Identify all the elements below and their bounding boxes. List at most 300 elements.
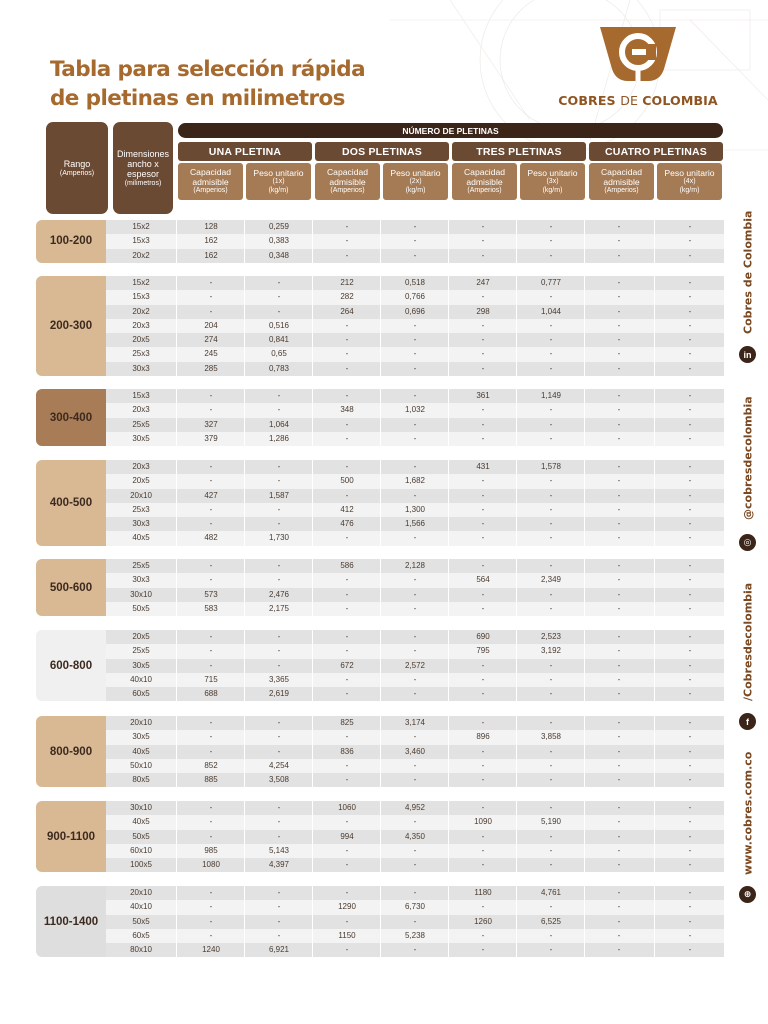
value-cell: - bbox=[176, 573, 245, 587]
value-cell: 162 bbox=[176, 234, 245, 248]
value-cell: 0,777 bbox=[516, 276, 585, 290]
value-cell: - bbox=[654, 474, 725, 488]
value-cell: - bbox=[312, 333, 381, 347]
value-cell: - bbox=[176, 276, 245, 290]
value-cell: - bbox=[380, 687, 449, 701]
dimension-cell: 100x5 bbox=[130, 860, 152, 869]
table-row bbox=[106, 319, 724, 333]
value-cell: 247 bbox=[448, 276, 517, 290]
value-cell: - bbox=[516, 474, 585, 488]
value-cell: - bbox=[312, 730, 381, 744]
table-row bbox=[106, 474, 724, 488]
value-cell: - bbox=[176, 915, 245, 929]
table-row bbox=[106, 929, 724, 943]
value-cell: - bbox=[584, 220, 653, 234]
table-row bbox=[106, 333, 724, 347]
value-cell: 6,921 bbox=[244, 943, 313, 957]
value-cell: - bbox=[584, 249, 653, 263]
value-cell: 6,525 bbox=[516, 915, 585, 929]
value-cell: 852 bbox=[176, 759, 245, 773]
value-cell: 985 bbox=[176, 844, 245, 858]
value-cell: - bbox=[312, 673, 381, 687]
value-cell: - bbox=[244, 915, 313, 929]
value-cell: 0,518 bbox=[380, 276, 449, 290]
value-cell: - bbox=[312, 489, 381, 503]
dimension-cell: 30x5 bbox=[132, 732, 150, 742]
value-cell: - bbox=[312, 773, 381, 787]
value-cell: - bbox=[312, 687, 381, 701]
value-cell: - bbox=[176, 559, 245, 573]
dimension-cell: 20x3 bbox=[132, 405, 150, 415]
value-cell: - bbox=[516, 249, 585, 263]
value-cell: - bbox=[516, 489, 585, 503]
value-cell: - bbox=[176, 503, 245, 517]
value-cell: - bbox=[516, 319, 585, 333]
value-cell: 5,190 bbox=[516, 815, 585, 829]
value-cell: - bbox=[654, 687, 725, 701]
table-row bbox=[106, 234, 724, 248]
value-cell: - bbox=[448, 220, 517, 234]
dimension-cell: 20x5 bbox=[132, 335, 150, 344]
logo-icon bbox=[598, 25, 678, 87]
value-cell: - bbox=[380, 886, 449, 900]
dimension-cell: 30x10 bbox=[130, 803, 152, 812]
value-cell: - bbox=[380, 418, 449, 432]
range-label: 200-300 bbox=[36, 276, 106, 376]
dimension-cell: 30x3 bbox=[132, 363, 150, 373]
value-cell: - bbox=[312, 915, 381, 929]
value-cell: - bbox=[244, 389, 313, 403]
value-cell: - bbox=[312, 844, 381, 858]
table-row bbox=[106, 673, 724, 687]
rango-header: Rango (Amperios) bbox=[46, 122, 108, 214]
value-cell: - bbox=[516, 234, 585, 248]
value-cell: - bbox=[654, 644, 725, 658]
value-cell: - bbox=[312, 943, 381, 957]
value-cell: - bbox=[584, 644, 653, 658]
value-cell: 212 bbox=[312, 276, 381, 290]
table-row bbox=[106, 602, 724, 616]
range-label: 1100-1400 bbox=[36, 886, 106, 957]
value-cell: - bbox=[584, 573, 653, 587]
value-cell: - bbox=[448, 588, 517, 602]
value-cell: - bbox=[654, 588, 725, 602]
instagram-handle[interactable]: @cobresdecolombia bbox=[741, 396, 755, 520]
value-cell: - bbox=[584, 559, 653, 573]
value-cell: - bbox=[516, 801, 585, 815]
range-section bbox=[36, 801, 724, 872]
table-row bbox=[106, 886, 724, 900]
value-cell: - bbox=[584, 389, 653, 403]
table-row bbox=[106, 858, 724, 872]
value-cell: - bbox=[176, 290, 245, 304]
value-cell: - bbox=[654, 362, 725, 376]
facebook-handle[interactable]: /Cobresdecolombia bbox=[741, 582, 755, 702]
value-cell: - bbox=[380, 460, 449, 474]
dimension-cell: 25x5 bbox=[132, 561, 150, 570]
value-cell: - bbox=[312, 319, 381, 333]
value-cell: - bbox=[584, 333, 653, 347]
value-cell: - bbox=[654, 730, 725, 744]
value-cell: - bbox=[584, 716, 653, 730]
value-cell: - bbox=[380, 489, 449, 503]
value-cell: - bbox=[312, 460, 381, 474]
value-cell: - bbox=[448, 900, 517, 914]
value-cell: - bbox=[584, 489, 653, 503]
value-cell: - bbox=[516, 418, 585, 432]
value-cell: - bbox=[654, 432, 725, 446]
value-cell: 1150 bbox=[312, 929, 381, 943]
value-cell: 0,516 bbox=[244, 319, 313, 333]
value-cell: - bbox=[584, 673, 653, 687]
title-line-2: de pletinas en milimetros bbox=[50, 86, 345, 111]
table-row bbox=[106, 460, 724, 474]
dimension-cell: 25x3 bbox=[132, 504, 150, 514]
table-row bbox=[106, 630, 724, 644]
value-cell: - bbox=[244, 886, 313, 900]
value-cell: - bbox=[654, 900, 725, 914]
value-cell: - bbox=[654, 559, 725, 573]
value-cell: - bbox=[244, 801, 313, 815]
value-cell: - bbox=[380, 389, 449, 403]
brand-logo bbox=[558, 25, 718, 115]
value-cell: 4,254 bbox=[244, 759, 313, 773]
value-cell: 1,044 bbox=[516, 305, 585, 319]
value-cell: - bbox=[244, 644, 313, 658]
value-cell: - bbox=[448, 929, 517, 943]
value-cell: 0,766 bbox=[380, 290, 449, 304]
value-cell: 994 bbox=[312, 830, 381, 844]
value-cell: - bbox=[654, 333, 725, 347]
range-section bbox=[36, 460, 724, 546]
value-cell: - bbox=[380, 333, 449, 347]
value-cell: - bbox=[654, 489, 725, 503]
table-row bbox=[106, 389, 724, 403]
range-label: 500-600 bbox=[36, 559, 106, 616]
value-cell: - bbox=[244, 630, 313, 644]
value-cell: 0,696 bbox=[380, 305, 449, 319]
value-cell: - bbox=[176, 929, 245, 943]
group-header: CUATRO PLETINAS bbox=[589, 142, 723, 161]
brand-name: COBRES DE COLOMBIA bbox=[558, 93, 718, 108]
value-cell: - bbox=[380, 630, 449, 644]
value-cell: 672 bbox=[312, 659, 381, 673]
value-cell: - bbox=[584, 503, 653, 517]
value-cell: - bbox=[516, 403, 585, 417]
range-label: 100-200 bbox=[36, 220, 106, 263]
table-row bbox=[106, 844, 724, 858]
dimension-cell: 40x10 bbox=[130, 674, 152, 684]
value-cell: - bbox=[244, 730, 313, 744]
value-cell: - bbox=[516, 362, 585, 376]
value-cell: - bbox=[516, 687, 585, 701]
value-cell: - bbox=[654, 858, 725, 872]
value-cell: - bbox=[312, 858, 381, 872]
value-cell: - bbox=[654, 531, 725, 545]
value-cell: 1,578 bbox=[516, 460, 585, 474]
value-cell: - bbox=[244, 830, 313, 844]
value-cell: - bbox=[654, 886, 725, 900]
value-cell: - bbox=[448, 403, 517, 417]
value-cell: 285 bbox=[176, 362, 245, 376]
table-row bbox=[106, 759, 724, 773]
value-cell: - bbox=[380, 943, 449, 957]
value-cell: - bbox=[380, 844, 449, 858]
value-cell: - bbox=[654, 830, 725, 844]
table-row bbox=[106, 659, 724, 673]
value-cell: - bbox=[176, 745, 245, 759]
value-cell: - bbox=[448, 474, 517, 488]
value-cell: 2,175 bbox=[244, 602, 313, 616]
value-cell: 885 bbox=[176, 773, 245, 787]
value-cell: - bbox=[312, 602, 381, 616]
dimension-cell: 60x10 bbox=[130, 845, 152, 855]
value-cell: - bbox=[516, 830, 585, 844]
value-cell: - bbox=[176, 886, 245, 900]
value-cell: - bbox=[380, 362, 449, 376]
group-header: UNA PLETINA bbox=[178, 142, 312, 161]
table-row bbox=[106, 276, 724, 290]
dimension-cell: 30x3 bbox=[132, 575, 150, 585]
range-section bbox=[36, 886, 724, 957]
value-cell: - bbox=[448, 673, 517, 687]
value-cell: - bbox=[380, 347, 449, 361]
dimension-cell: 80x10 bbox=[130, 945, 152, 954]
value-cell: - bbox=[654, 801, 725, 815]
value-cell: - bbox=[654, 220, 725, 234]
value-cell: - bbox=[312, 347, 381, 361]
value-cell: - bbox=[516, 559, 585, 573]
value-cell: - bbox=[380, 730, 449, 744]
value-cell: - bbox=[584, 844, 653, 858]
value-cell: - bbox=[380, 588, 449, 602]
range-section bbox=[36, 716, 724, 787]
value-cell: - bbox=[312, 249, 381, 263]
value-cell: - bbox=[312, 573, 381, 587]
value-cell: - bbox=[176, 830, 245, 844]
value-cell: 0,259 bbox=[244, 220, 313, 234]
value-cell: - bbox=[516, 503, 585, 517]
website-link[interactable]: www.cobres.com.co bbox=[741, 751, 755, 875]
value-cell: - bbox=[448, 319, 517, 333]
value-cell: - bbox=[584, 418, 653, 432]
value-cell: - bbox=[380, 815, 449, 829]
dimension-cell: 60x5 bbox=[132, 689, 150, 698]
value-cell: - bbox=[244, 276, 313, 290]
value-cell: 688 bbox=[176, 687, 245, 701]
value-cell: - bbox=[516, 673, 585, 687]
value-cell: - bbox=[176, 517, 245, 531]
dimension-cell: 30x10 bbox=[130, 589, 152, 599]
value-cell: - bbox=[584, 276, 653, 290]
value-cell: - bbox=[584, 900, 653, 914]
value-cell: - bbox=[654, 319, 725, 333]
table-row bbox=[106, 403, 724, 417]
linkedin-handle[interactable]: Cobres de Colombia bbox=[741, 210, 755, 334]
value-cell: 0,783 bbox=[244, 362, 313, 376]
dimension-cell: 20x3 bbox=[132, 462, 150, 471]
table-row bbox=[106, 503, 724, 517]
value-cell: 274 bbox=[176, 333, 245, 347]
value-cell: - bbox=[516, 220, 585, 234]
value-cell: - bbox=[244, 503, 313, 517]
value-cell: - bbox=[654, 403, 725, 417]
value-cell: 0,65 bbox=[244, 347, 313, 361]
table-row bbox=[106, 943, 724, 957]
value-cell: 264 bbox=[312, 305, 381, 319]
value-cell: 2,476 bbox=[244, 588, 313, 602]
value-cell: - bbox=[448, 858, 517, 872]
value-cell: - bbox=[176, 716, 245, 730]
dimension-cell: 15x2 bbox=[132, 278, 150, 287]
value-cell: - bbox=[654, 745, 725, 759]
value-cell: 836 bbox=[312, 745, 381, 759]
range-section bbox=[36, 389, 724, 446]
facebook-icon[interactable]: f bbox=[739, 713, 756, 730]
dimension-cell: 80x5 bbox=[132, 775, 150, 784]
value-cell: 1290 bbox=[312, 900, 381, 914]
value-cell: - bbox=[516, 900, 585, 914]
dimension-cell: 30x3 bbox=[132, 519, 150, 528]
value-cell: 896 bbox=[448, 730, 517, 744]
value-cell: 427 bbox=[176, 489, 245, 503]
value-cell: - bbox=[584, 858, 653, 872]
linkedin-icon[interactable]: in bbox=[739, 346, 756, 363]
value-cell: - bbox=[448, 745, 517, 759]
value-cell: - bbox=[584, 630, 653, 644]
table-row bbox=[106, 815, 724, 829]
value-cell: 1260 bbox=[448, 915, 517, 929]
group-header: TRES PLETINAS bbox=[452, 142, 586, 161]
value-cell: - bbox=[516, 290, 585, 304]
value-cell: 128 bbox=[176, 220, 245, 234]
dimension-cell: 40x5 bbox=[132, 533, 150, 543]
table-row bbox=[106, 362, 724, 376]
value-cell: - bbox=[380, 573, 449, 587]
value-cell: - bbox=[654, 630, 725, 644]
capacidad-header: Capacidad admisible (Amperios) bbox=[452, 163, 517, 200]
value-cell: - bbox=[312, 886, 381, 900]
value-cell: 1,587 bbox=[244, 489, 313, 503]
range-label: 400-500 bbox=[36, 460, 106, 546]
value-cell: - bbox=[584, 801, 653, 815]
value-cell: 2,619 bbox=[244, 687, 313, 701]
value-cell: 379 bbox=[176, 432, 245, 446]
value-cell: 3,508 bbox=[244, 773, 313, 787]
value-cell: - bbox=[448, 602, 517, 616]
value-cell: - bbox=[244, 573, 313, 587]
value-cell: 2,349 bbox=[516, 573, 585, 587]
table-row bbox=[106, 773, 724, 787]
value-cell: 3,460 bbox=[380, 745, 449, 759]
dimension-cell: 50x5 bbox=[132, 916, 150, 926]
value-cell: - bbox=[380, 531, 449, 545]
value-cell: - bbox=[380, 220, 449, 234]
dimension-cell: 25x3 bbox=[132, 349, 150, 359]
table-row bbox=[106, 830, 724, 844]
value-cell: - bbox=[516, 858, 585, 872]
value-cell: - bbox=[584, 773, 653, 787]
value-cell: - bbox=[516, 347, 585, 361]
dimension-cell: 50x5 bbox=[132, 831, 150, 841]
value-cell: 0,383 bbox=[244, 234, 313, 248]
value-cell: 1180 bbox=[448, 886, 517, 900]
table-row bbox=[106, 745, 724, 759]
value-cell: - bbox=[516, 602, 585, 616]
range-label: 900-1100 bbox=[36, 801, 106, 872]
value-cell: - bbox=[244, 290, 313, 304]
value-cell: - bbox=[584, 432, 653, 446]
globe-icon[interactable]: ⊕ bbox=[739, 886, 756, 903]
value-cell: 1240 bbox=[176, 943, 245, 957]
value-cell: - bbox=[584, 759, 653, 773]
value-cell: 2,128 bbox=[380, 559, 449, 573]
value-cell: - bbox=[176, 730, 245, 744]
value-cell: - bbox=[176, 900, 245, 914]
title-line-1: Tabla para selección rápida bbox=[50, 57, 365, 82]
value-cell: 583 bbox=[176, 602, 245, 616]
table-row bbox=[106, 730, 724, 744]
value-cell: - bbox=[448, 531, 517, 545]
value-cell: 361 bbox=[448, 389, 517, 403]
value-cell: - bbox=[584, 602, 653, 616]
value-cell: - bbox=[380, 602, 449, 616]
value-cell: - bbox=[584, 460, 653, 474]
value-cell: - bbox=[176, 659, 245, 673]
value-cell: - bbox=[448, 432, 517, 446]
value-cell: - bbox=[654, 389, 725, 403]
value-cell: - bbox=[380, 319, 449, 333]
table-row bbox=[106, 559, 724, 573]
table-row bbox=[106, 517, 724, 531]
value-cell: - bbox=[380, 915, 449, 929]
value-cell: - bbox=[516, 929, 585, 943]
range-label: 600-800 bbox=[36, 630, 106, 701]
instagram-icon[interactable]: ◎ bbox=[739, 534, 756, 551]
value-cell: - bbox=[654, 844, 725, 858]
value-cell: - bbox=[380, 249, 449, 263]
value-cell: - bbox=[516, 432, 585, 446]
value-cell: - bbox=[244, 474, 313, 488]
value-cell: - bbox=[244, 900, 313, 914]
value-cell: - bbox=[584, 886, 653, 900]
value-cell: - bbox=[654, 602, 725, 616]
value-cell: 327 bbox=[176, 418, 245, 432]
value-cell: 2,572 bbox=[380, 659, 449, 673]
value-cell: - bbox=[244, 517, 313, 531]
value-cell: 245 bbox=[176, 347, 245, 361]
value-cell: 1,149 bbox=[516, 389, 585, 403]
value-cell: - bbox=[380, 644, 449, 658]
value-cell: - bbox=[312, 759, 381, 773]
value-cell: - bbox=[448, 333, 517, 347]
value-cell: - bbox=[176, 815, 245, 829]
table-row bbox=[106, 220, 724, 234]
dimension-cell: 30x5 bbox=[132, 433, 150, 443]
value-cell: - bbox=[584, 403, 653, 417]
value-cell: 0,841 bbox=[244, 333, 313, 347]
table-row bbox=[106, 290, 724, 304]
range-label: 300-400 bbox=[36, 389, 106, 446]
value-cell: - bbox=[312, 220, 381, 234]
range-label: 800-900 bbox=[36, 716, 106, 787]
value-cell: 282 bbox=[312, 290, 381, 304]
value-cell: - bbox=[244, 460, 313, 474]
value-cell: - bbox=[244, 559, 313, 573]
value-cell: - bbox=[244, 305, 313, 319]
value-cell: - bbox=[448, 418, 517, 432]
value-cell: 564 bbox=[448, 573, 517, 587]
